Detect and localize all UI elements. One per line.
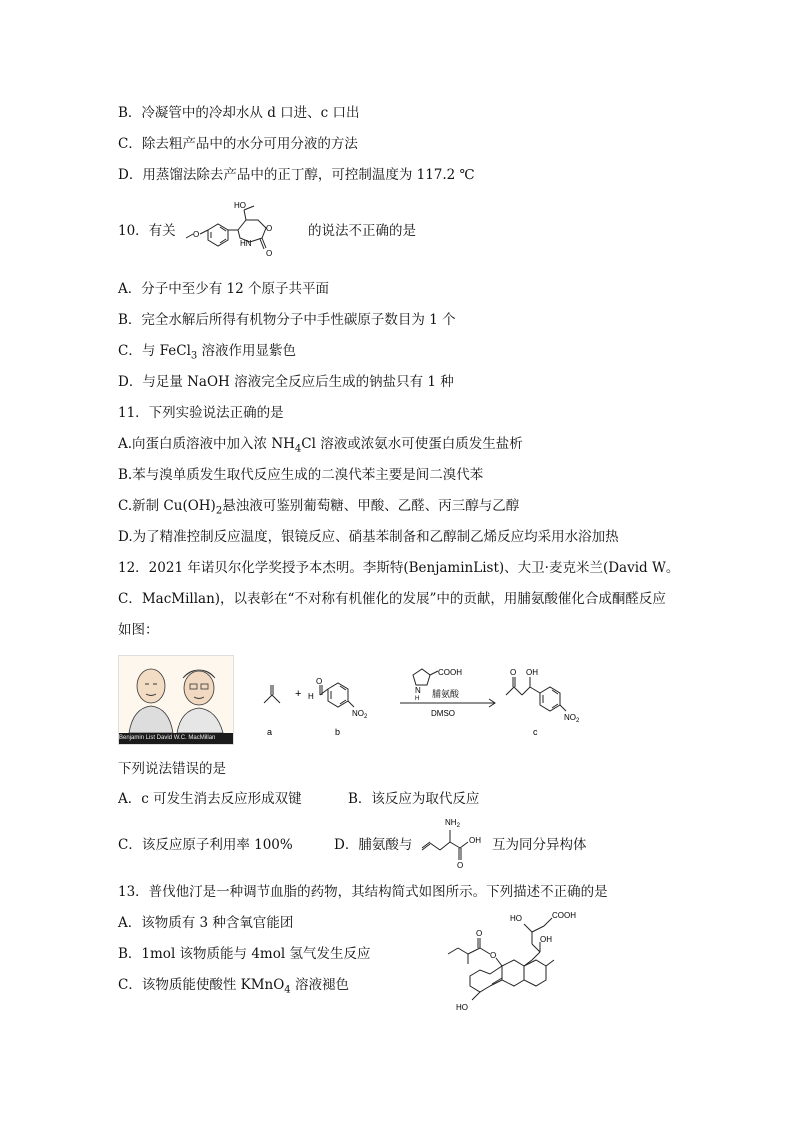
catalyst-label: 脯氨酸 [432,689,460,699]
b-carbonyl-o: O [316,677,323,686]
b-h: H [308,692,314,701]
q11-option-b: B.苯与溴单质发生取代反应生成的二溴代苯主要是间二溴代苯 [118,467,484,483]
label-b: b [335,727,341,737]
isomer-o: O [457,861,464,870]
q10-option-b: B．完全水解后所得有机物分子中手性碳原子数目为 1 个 [118,312,456,328]
c-no2: $NO_2$ [564,713,580,724]
isomer-nh2: $NH_2$ [445,818,460,829]
q12-stem-line1: 12．2021 年诺贝尔化学奖授予本杰明。李斯特(BenjaminList)、大卫·麦克米兰(David W。 [118,560,680,576]
q13-ho-top: HO [510,914,522,923]
q10-option-d: D．与足量 NaOH 溶液完全反应后生成的钠盐只有 1 种 [118,374,454,390]
q10-stem-suffix: 的说法不正确的是 [308,223,416,239]
q10-carbonyl-o-label: O [266,249,273,258]
q11-option-d: D.为了精准控制反应温度，银镜反应、硝基苯制备和乙醇制乙烯反应均采用水浴加热 [118,529,619,545]
q10-option-a: A．分子中至少有 12 个原子共平面 [118,281,330,297]
q12-reaction-scheme [250,655,620,747]
q12-option-c: C．该反应原子利用率 100% [118,837,293,853]
q13-oh: OH [540,935,552,944]
q10-ring-o-label: O [266,224,273,233]
label-a: a [267,727,273,737]
q12-isomer-structure [418,814,490,870]
b-no2: $NO_2$ [352,709,368,720]
isomer-oh: OH [469,836,481,845]
q9-option-d: D．用蒸馏法除去产品中的正丁醇，可控制温度为 117.2 ℃ [118,167,475,183]
q10-option-c: C．与 FeCl$_3$ 溶液作用显紫色 [118,343,297,362]
q13-pravastatin-structure [436,904,616,1024]
q12-ask: 下列说法错误的是 [118,761,226,777]
q10-nh-label: HN [240,239,252,248]
label-c: c [533,727,538,737]
plus-sign: + [295,688,302,700]
q13-ester-carbonyl-o: O [476,929,483,938]
proline-h: H [415,696,420,702]
proline-cooh: COOH [438,668,462,677]
q13-option-b: B．1mol 该物质能与 4mol 氢气发生反应 [118,946,371,962]
q9-option-b: B．冷凝管中的冷却水从 d 口进、c 口出 [118,105,360,121]
q13-cooh: COOH [552,911,576,920]
q10-stem-prefix: 10．有关 [118,223,176,239]
nobel-laureates-photo [118,655,234,745]
q12-stem-line3: 如图： [118,622,159,638]
proline-n: N [415,686,421,695]
q11-option-a: A.向蛋白质溶液中加入浓 $NH_4Cl$ 溶液或浓氨水可使蛋白质发生盐析 [118,436,523,455]
q10-o-label: O [193,230,200,239]
q12-option-d-prefix: D．脯氨酸与 [334,837,413,853]
q13-stem: 13．普伐他汀是一种调节血脂的药物，其结构简式如图所示。下列描述不正确的是 [118,884,608,900]
q12-option-b: B．该反应为取代反应 [348,791,480,807]
c-carbonyl-o: O [510,668,517,677]
photo-caption: Benjamin List David W.C. MacMillan [119,733,233,744]
q13-ester-o: O [490,951,497,960]
q13-ho-bottom: HO [456,1003,468,1012]
solvent-label: DMSO [431,709,455,718]
c-oh: OH [526,668,538,677]
q10-ho-label: HO [234,201,246,210]
q12-option-a: A．c 可发生消去反应形成双键 [118,791,302,807]
q11-stem: 11．下列实验说法正确的是 [118,405,284,421]
q12-option-d-suffix: 互为同分异构体 [492,837,587,853]
q9-option-c: C．除去粗产品中的水分可用分液的方法 [118,136,358,152]
q13-option-c: C．该物质能使酸性 KMnO$_4$ 溶液褪色 [118,977,349,996]
q11-option-c: C.新制 $Cu(OH)_2$悬浊液可鉴别葡萄糖、甲酸、乙醛、丙三醇与乙醇 [118,498,520,517]
q12-stem-line2: C．MacMillan)，以表彰在“不对称有机催化的发展”中的贡献，用脯氨酸催化合成酮醛反应 [118,591,666,607]
q13-option-a: A．该物质有 3 种含氧官能团 [118,915,294,931]
q10-structure [178,196,308,264]
